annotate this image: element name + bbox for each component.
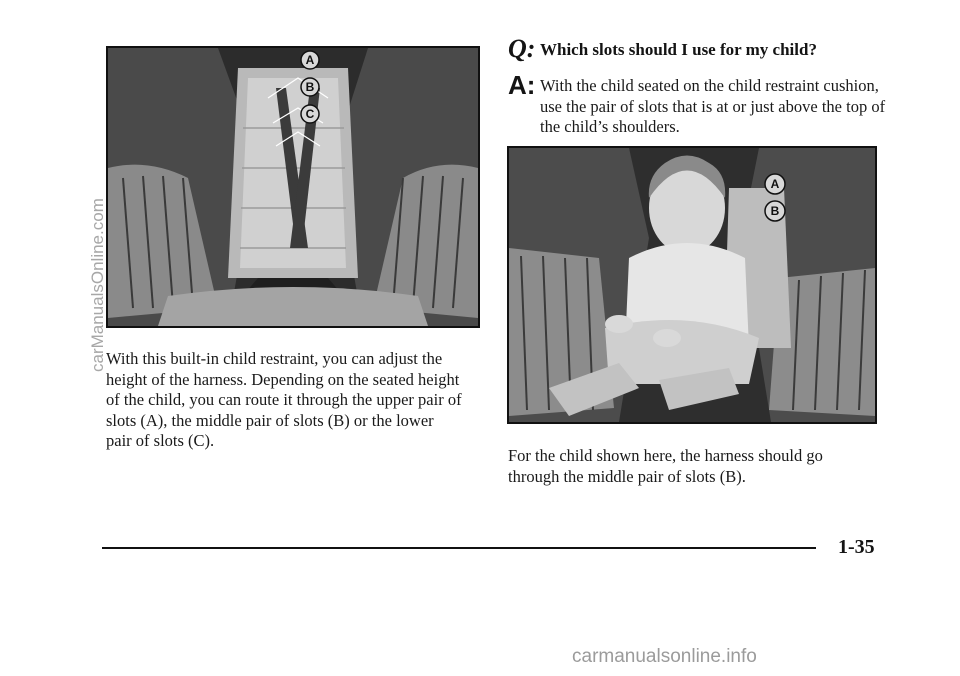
callout-a-right: A: [770, 177, 780, 191]
photo-caption: For the child shown here, the harness should go through the middle pair of slots (B).: [508, 446, 823, 486]
page-number: 1-35: [838, 536, 875, 558]
question-marker: Q:: [508, 34, 536, 63]
callout-b-left: B: [305, 80, 315, 94]
seated-child-illustration: [509, 148, 875, 422]
seated-child-photo: [507, 146, 877, 424]
child-seat-illustration: [108, 48, 478, 326]
child-seat-harness-photo: [106, 46, 480, 328]
answer-text: With the child seated on the child restraint cushion, use the pair of slots that is at or just above the top of the child’s shoulders.: [540, 76, 886, 136]
left-paragraph: With this built-in child restraint, you can adjust the height of the harness. Depending on the seated height of the child, you can route it through the upper pair of slots (A), the middle pair of slots (B) or the lower pair of slots (C).: [106, 349, 462, 450]
question-text: Which slots should I use for my child?: [540, 40, 817, 59]
answer-marker: A:: [508, 70, 536, 100]
callout-c-left: C: [305, 107, 315, 121]
side-watermark: carManualsOnline.com: [88, 198, 107, 372]
callout-a-left: A: [305, 53, 315, 67]
callout-b-right: B: [770, 204, 780, 218]
bottom-watermark: carmanualsonline.info: [572, 646, 757, 667]
footer-rule: [102, 547, 816, 549]
